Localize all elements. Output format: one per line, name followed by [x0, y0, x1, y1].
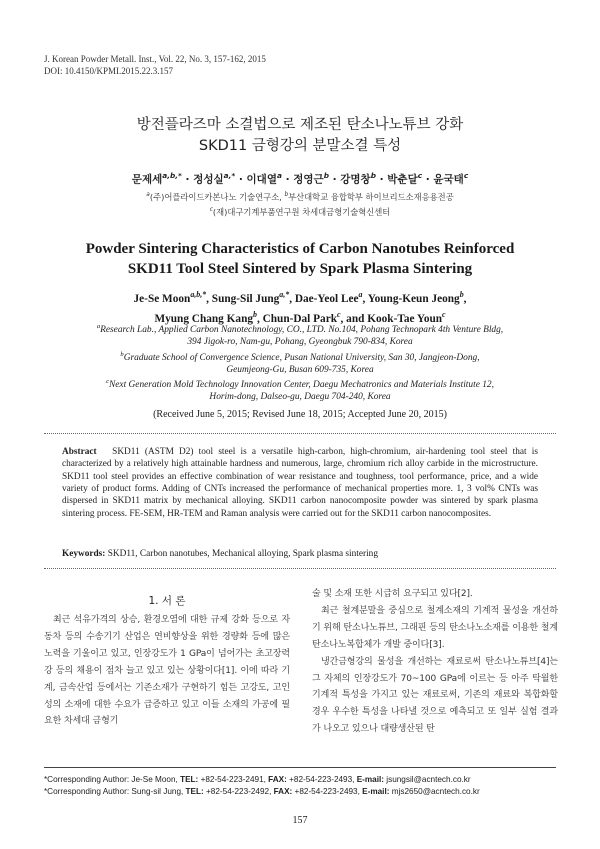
author-affiliation-marker: c — [337, 309, 341, 319]
affiliation-marker: b — [120, 350, 124, 358]
author-separator: · — [375, 173, 388, 186]
korean-title-line1: 방전플라즈마 소결법으로 제조된 탄소나노튜브 강화 — [136, 117, 464, 133]
footnote-fax-label: FAX: — [273, 787, 293, 796]
author-name: Je-Se Moon — [133, 292, 191, 305]
affiliation-marker: c — [106, 378, 109, 386]
author-name: 정성실 — [193, 173, 224, 186]
author-affiliation-marker: a,* — [223, 171, 236, 180]
korean-authors — [0, 171, 600, 187]
author-name: 박춘달 — [387, 173, 418, 186]
author-affiliation-marker: b — [459, 290, 464, 299]
author-name: Kook-Tae Youn — [367, 312, 443, 325]
author-name: 이대열 — [246, 173, 277, 186]
affiliation-marker: b — [284, 192, 289, 198]
author-affiliation-marker: b — [253, 309, 257, 319]
abstract-label: Abstract — [62, 447, 97, 457]
korean-affiliations — [0, 189, 600, 219]
author-name: 강명창 — [340, 173, 371, 186]
korean-affiliation-line2 — [0, 204, 600, 219]
keywords-text: SKD11, Carbon nanotubes, Mechanical alloying, Spark plasma sintering — [107, 549, 378, 559]
divider-bottom — [44, 568, 556, 569]
footnote-corresponding-1 — [44, 774, 564, 786]
footnote-author: *Corresponding Author: Je-Se Moon, — [44, 775, 181, 784]
affiliation-b-text: Graduate School of Convergence Science, Pusan National University, San 30, Jangjeon-Dong, — [123, 352, 480, 363]
journal-doi: DOI: 10.4150/KPMI.2015.22.3.157 — [44, 66, 174, 76]
body-paragraph: 냉간금형강의 물성을 개선하는 재료로써 탄소나노튜브[4]는 그 자체의 인장강도가 70~100 GPa에 이르는 등 아주 탁월한 기계적 특성을 가지고 있는 재료로써, 기존의 재료와 복합화할 경우 우수한 특성을 나타낼 것으로 예측되고 또 일부 실험 결과가 나오고 있으나 대량생산된 탄 — [312, 656, 558, 735]
journal-header — [44, 53, 266, 77]
footnotes — [44, 774, 564, 798]
author-separator: , — [362, 292, 368, 305]
author-affiliation-marker: a,b,* — [162, 171, 182, 180]
body-column-left — [44, 612, 290, 730]
body-column-right — [312, 586, 558, 738]
footnote-fax: +82-54-223-2493, — [286, 775, 357, 784]
author-separator: , — [206, 292, 212, 305]
english-title-line1: Powder Sintering Characteristics of Carbon Nanotubes Reinforced — [85, 241, 515, 257]
korean-title-line2: SKD11 금형강의 분말소결 특성 — [198, 138, 402, 154]
footnote-email: mjs2650@acntech.co.kr — [389, 787, 480, 796]
body-paragraph: 최근 석유가격의 상승, 환경오염에 대한 규제 강화 등으로 자동차 등의 수송기기 산업은 연비향상을 위한 경량화 등에 많은 노력을 기울이고 있고, 인장강도가 1 GPa이 넘어가는 초고장력강 등의 채용이 점차 늘고 있고 있는 상황이다[1]. 이에 따라 기계, 금속산업 등에서는 기존소재가 구현하기 힘든 고강도, 고인성의 소재에 대한 수요가 급증하고 있고 이들 소재의 가공에 필요한 차세대 금형기 — [44, 615, 290, 727]
author-separator: , — [340, 312, 347, 325]
author-name: 윤국태 — [433, 173, 464, 186]
author-affiliation-marker: c — [463, 171, 469, 180]
body-paragraph: 술 및 소재 또한 시급히 요구되고 있다[2]. — [312, 589, 473, 599]
footnote-fax: +82-54-223-2493, — [292, 787, 363, 796]
affiliation-b-ko: 부산대학교 융합학부 하이브리드소재응용전공 — [288, 191, 454, 202]
journal-citation: J. Korean Powder Metall. Inst., Vol. 22, No. 3, 157-162, 2015 — [44, 54, 266, 64]
korean-affiliation-line1 — [0, 189, 600, 204]
section-heading-introduction: 1. 서 론 — [148, 595, 186, 607]
affiliation-marker: a — [146, 192, 150, 198]
footnote-divider — [44, 767, 556, 768]
affiliation-a-line2: 394 Jigok-ro, Nam-gu, Pohang, Gyeongbuk 790-834, Korea — [187, 337, 413, 348]
footnote-tel: +82-54-223-2491, — [198, 775, 269, 784]
author-name: Dae-Yeol Lee — [294, 292, 359, 305]
page-number: 157 — [292, 815, 308, 826]
body-paragraph: 최근 철계분말을 중심으로 철계소재의 기계적 물성을 개선하기 위해 탄소나노튜브, 그래핀 등의 탄소나노소재를 이용한 철계 탄소나노복합체가 개발 중이다[3]. — [312, 605, 558, 650]
footnote-email-label: E-mail: — [362, 787, 390, 796]
english-authors-line1 — [0, 287, 600, 307]
author-separator: · — [328, 173, 341, 186]
author-separator: · — [422, 173, 434, 186]
keywords-label: Keywords: — [62, 549, 106, 559]
author-separator: , — [463, 292, 467, 305]
affiliation-a-ko: (주)어플라이드카본나노 기술연구소, — [149, 191, 285, 202]
footnote-corresponding-2 — [44, 786, 564, 798]
author-affiliation-marker: b — [323, 171, 329, 180]
author-affiliation-marker: b — [370, 171, 376, 180]
author-name: Sung-Sil Jung — [211, 292, 280, 305]
author-affiliation-marker: a — [276, 171, 282, 180]
author-affiliation-marker: a,* — [279, 290, 290, 299]
english-title — [0, 239, 600, 279]
keywords — [62, 549, 538, 559]
english-title-line2: SKD11 Tool Steel Sintered by Spark Plasma Sintering — [127, 261, 473, 277]
affiliation-a-text: Research Lab., Applied Carbon Nanotechnology, CO., LTD. No.104, Pohang Technopark 4th Venture Bldg, — [100, 325, 504, 336]
affiliation-marker: a — [96, 323, 101, 330]
english-affiliations — [60, 321, 540, 404]
author-separator: · — [235, 173, 247, 186]
received-dates: (Received June 5, 2015; Revised June 18, 2015; Accepted June 20, 2015) — [153, 409, 447, 420]
affiliation-c-ko: (재)대구기계부품연구원 차세대금형기술혁신센터 — [212, 206, 391, 217]
affiliation-b-line1 — [60, 349, 540, 364]
author-name: Chun-Dal Park — [262, 312, 337, 325]
author-name: Young-Keun Jeong — [367, 292, 460, 305]
affiliation-a-line1 — [60, 321, 540, 336]
footnote-tel: +82-54-223-2492, — [203, 787, 274, 796]
author-affiliation-marker: c — [442, 309, 446, 319]
author-conjunction: and — [346, 312, 368, 325]
footnote-email-label: E-mail: — [356, 775, 385, 784]
author-name: 문제세 — [131, 173, 163, 186]
footnote-tel-label: TEL: — [180, 775, 199, 784]
affiliation-c-text: Next Generation Mold Technology Innovation Center, Daegu Mechatronics and Materials Institute 12, — [109, 380, 494, 391]
korean-title — [0, 115, 600, 157]
affiliation-b-line2: Geumjeong-Gu, Busan 609-735, Korea — [226, 364, 374, 375]
affiliation-c-line2: Horim-dong, Dalseo-gu, Daegu 704-240, Korea — [209, 392, 391, 403]
footnote-tel-label: TEL: — [185, 787, 204, 796]
footnote-author: *Corresponding Author: Sung-sil Jung, — [44, 787, 186, 796]
abstract-text: SKD11 (ASTM D2) tool steel is a versatile high-carbon, high-chromium, air-hardening tool steel that is characterized by a relatively high attainable hardness and numerous, large, chromium rich alloy carbide in the microstructure. SKD11 tool steel provides an effective combination of wear resistance and toughness, tool performance, price, and a wide variety of product forms. Adding of CNTs increased the performance of mechanical properties more. 1, 3 vol% CNTs was dispersed in SKD11 matrix by mechanical alloying. SKD11 carbon nanocomposite powder was sintered by spark plasma sintering process. FE-SEM, HR-TEM and Raman analysis were carried out for the SKD11 carbon nanocomposites. — [62, 447, 538, 519]
author-name: Myung Chang Kang — [154, 312, 253, 325]
footnote-fax-label: FAX: — [268, 775, 287, 784]
author-affiliation-marker: a — [358, 290, 363, 299]
author-name: 정영근 — [293, 173, 324, 186]
footnote-email: jsungsil@acntech.co.kr — [384, 775, 471, 784]
author-separator: , — [256, 312, 263, 325]
affiliation-c-line1 — [60, 376, 540, 391]
author-affiliation-marker: c — [417, 171, 423, 180]
author-separator: · — [281, 173, 294, 186]
affiliation-marker: c — [209, 206, 213, 213]
divider-top — [44, 433, 556, 434]
author-separator: , — [289, 292, 295, 305]
abstract — [62, 446, 538, 520]
author-separator: · — [181, 173, 194, 186]
author-affiliation-marker: a,b,* — [190, 290, 207, 299]
